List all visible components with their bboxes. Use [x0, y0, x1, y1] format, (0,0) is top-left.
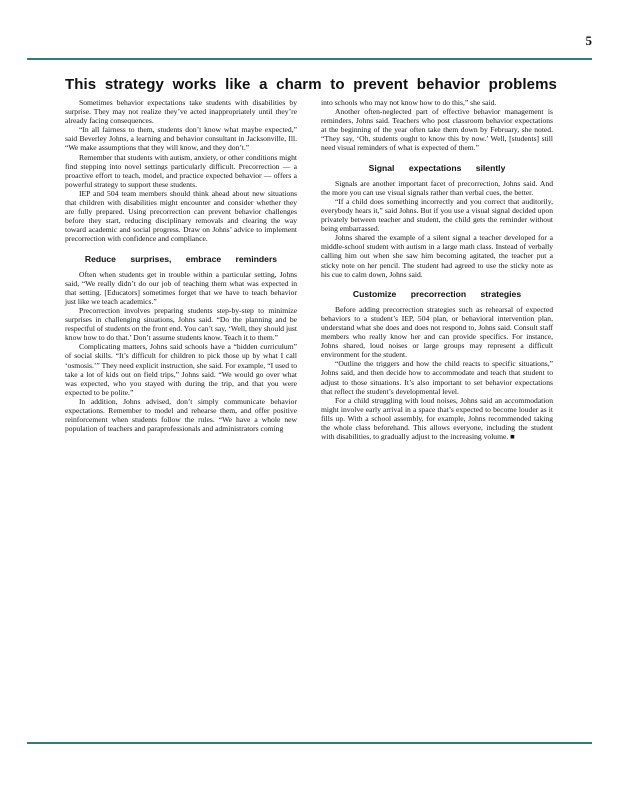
paragraph: “In all fairness to them, students don’t know what maybe expected,” said Beverley Johns, a learning and behavior consultant in Jacksonville, Ill. “We make assumptions that they will know, and they don’t.” [65, 125, 297, 153]
paragraph: Complicating matters, Johns said schools have a “hidden curriculum” of social skills. “It’s difficult for children to pick those up by what I call ‘osmosis.’” They need explicit instruction, she said. For example, “I used to take a lot of kids out on field trips,” Johns said. “We would go over what was expected, who you stayed with during the trip, and that you were expected to be polite.” [65, 342, 297, 397]
paragraph: Johns shared the example of a silent signal a teacher developed for a middle-school student with autism in a large math class. Instead of verbally calling him out when she saw him becoming agitated, the teacher put a sticky note on her pencil. The student had agreed to use the sticky note as his cue to calm down, Johns said. [321, 233, 553, 279]
paragraph: Remember that students with autism, anxiety, or other conditions might find stepping into novel settings particularly difficult. Precorrection — a proactive effort to teach, model, and practice expected behavior — offers a powerful strategy to support these students. [65, 152, 297, 189]
paragraph: “Outline the triggers and how the child reacts to specific situations,” Johns said, and then decide how to accommodate and teach that student to adjust to those situations. It’s also important to set behavior expectations that reflect the student’s developmental level. [321, 359, 553, 396]
top-rule [27, 58, 592, 60]
paragraph: Another often-neglected part of effective behavior management is reminders, Johns said. Teachers who post classroom behavior expectations at the beginning of the year often take them down by February, she noted. “They say, ‘Oh, students ought to know this by now.’ Well, [students] still need visual reminders of what is expected of them.” [321, 107, 553, 153]
right-column [321, 98, 553, 441]
bottom-rule [27, 742, 592, 744]
paragraph: Precorrection involves preparing students step-by-step to minimize surprises in challenging situations, Johns said. “Do the planning and be respectful of students on the front end. You can’t say, ‘Well, they should just know how to do that.’ Don’t assume students know. Teach it to them.” [65, 305, 297, 343]
paragraph: Often when students get in trouble within a particular setting, Johns said, “We really didn’t do our job of teaching them what was expected in that setting. [Educators] sometimes forget that we have to teach behavior just like we teach academics.” [65, 269, 297, 306]
paragraph: into schools who may not know how to do this,” she said. [321, 98, 497, 107]
paragraph: Signals are another important facet of precorrection, Johns said. And the more you can use visual signals rather than verbal cues, the better. [321, 178, 553, 197]
paragraph: Sometimes behavior expectations take students with disabilities by surprise. They may not realize they’ve acted inappropriately until they’re already facing consequences. [65, 98, 297, 126]
paragraph: In addition, Johns advised, don’t simply communicate behavior expectations. Remember to model and rehearse them, and offer positive reinforcement when students follow the rules. “We have a whole new population of teachers and paraprofessionals and administrators coming [65, 396, 297, 434]
section-heading: Customize precorrection strategies [352, 288, 522, 299]
section-heading: Signal expectations silently [368, 162, 506, 173]
paragraph: For a child struggling with loud noises, Johns said an accommodation might involve early arrival in a space that’s expected to become louder as it fills up. With a school assembly, for example, Johns recommended taking the whole class beforehand. This allows everyone, including the student with disabilities, to gradually adjust to the increasing volume. ■ [321, 395, 553, 442]
paragraph: Before adding precorrection strategies such as rehearsal of expected behaviors to a student’s IEP, 504 plan, or behavioral intervention plan, understand what she does and does not respond to, Johns said. Consult staff members who really know her and can provide specifics. For instance, Johns shared, loud noises or large groups may represent a difficult environment for the student. [321, 304, 553, 360]
page-number: 5 [585, 33, 592, 48]
headline: This strategy works like a charm to prevent behavior problems [65, 76, 557, 93]
paragraph: “If a child does something incorrectly and you correct that auditorily, everybody hears it,” said Johns. But if you use a visual signal decided upon privately between teacher and student, the child gets the reminder without being embarrassed. [321, 196, 553, 234]
left-column [65, 98, 297, 433]
section-heading: Reduce surprises, embrace reminders [84, 253, 278, 264]
paragraph: IEP and 504 team members should think ahead about new situations that children with disabilities might encounter and consider whether they are fully prepared. Using precorrection can prevent behavior challenges before they start, reducing disciplinary removals and clearing the way toward academic and social progress. Draw on Johns’ advice to implement precorrection with confidence and compliance. [65, 188, 297, 244]
